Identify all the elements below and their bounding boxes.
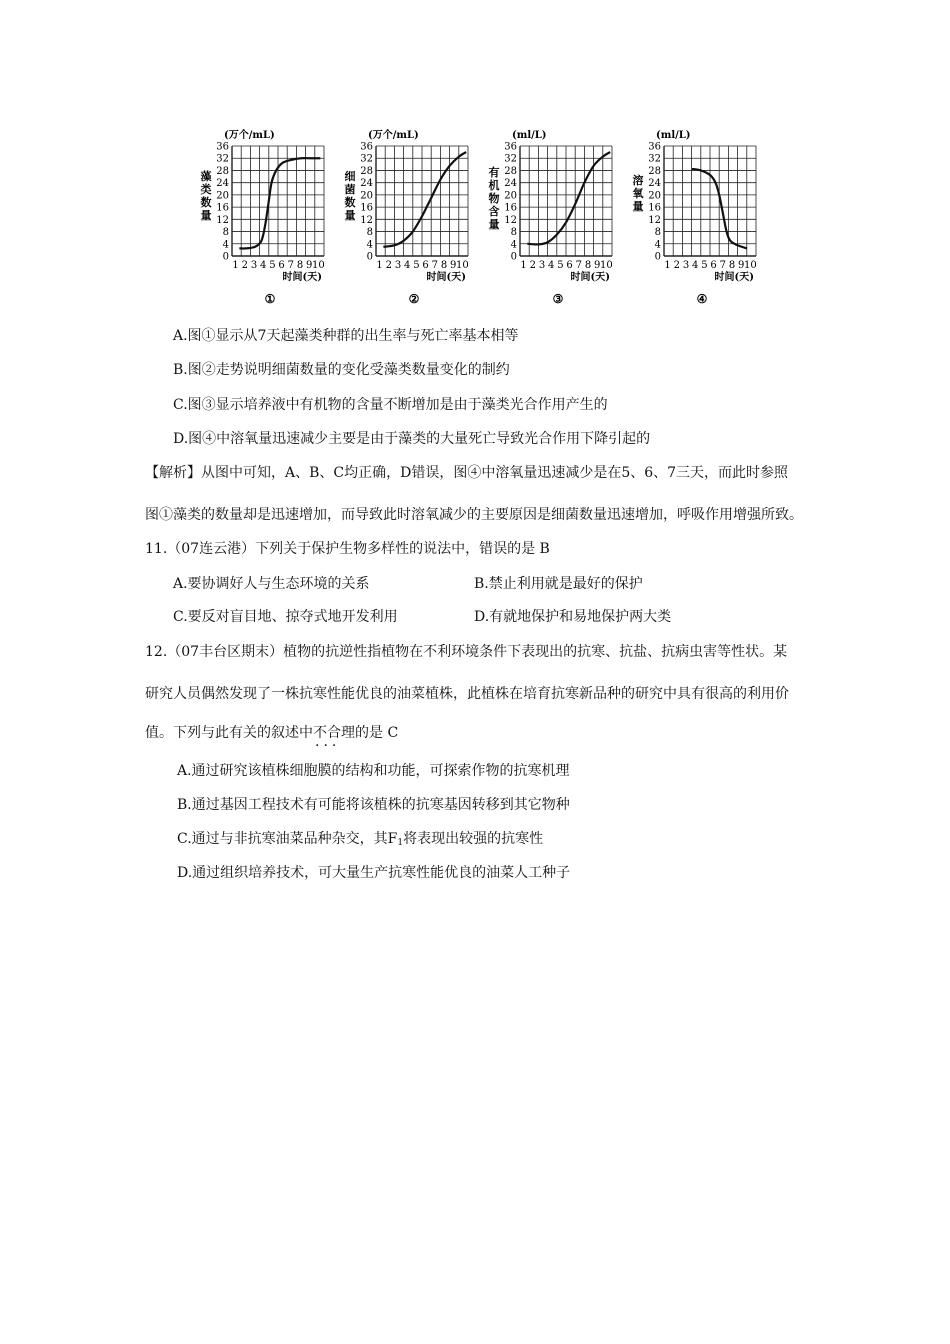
chart-3-ytick: 0	[510, 251, 517, 263]
chart-3-xtick: 4	[548, 260, 555, 271]
chart-1-xlabel: 时间(天)	[282, 272, 322, 283]
chart-3-unit-label: (ml/L)	[512, 130, 547, 141]
chart-1-ylabel-char: 藻	[200, 170, 212, 183]
chart-2-ylabel-char: 量	[344, 209, 356, 222]
chart-1	[196, 124, 344, 309]
chart-3-xtick: 7	[575, 260, 582, 271]
chart-3-ytick: 12	[504, 214, 517, 226]
chart-1-ytick: 8	[222, 227, 229, 239]
q10-option-b: B.图②走势说明细菌数量的变化受藻类数量变化的制约	[173, 362, 510, 378]
q11-option-d: D.有就地保护和易地保护两大类	[474, 609, 672, 625]
chart-4-xtick: 5	[701, 260, 708, 271]
chart-3-svg	[484, 124, 632, 309]
chart-1-xtick: 6	[278, 260, 285, 271]
q11-option-c: C.要反对盲目地、掠夺式地开发利用	[173, 609, 398, 625]
chart-3-caption: ③	[552, 292, 564, 306]
chart-4-xtick: 8	[728, 260, 736, 271]
chart-4-xtick: 6	[710, 260, 717, 271]
chart-3-xtick: 6	[566, 260, 573, 271]
q10-option-c: C.图③显示培养液中有机物的含量不断增加是由于藻类光合作用产生的	[173, 397, 608, 413]
q12-stem-post: 的是 C	[355, 725, 399, 741]
chart-2	[340, 124, 488, 309]
chart-1-ytick: 36	[216, 141, 229, 153]
chart-1-xtick: 7	[287, 260, 294, 271]
chart-3-xlabel: 时间(天)	[570, 272, 610, 283]
chart-3-ytick: 36	[504, 141, 517, 153]
q11-option-a: A.要协调好人与生态环境的关系	[173, 576, 370, 592]
chart-1-xtick: 3	[250, 260, 258, 271]
chart-2-ytick: 36	[360, 141, 373, 153]
chart-2-ytick: 0	[366, 251, 373, 263]
chart-4-ytick: 36	[648, 141, 661, 153]
q12-option-a: A.通过研究该植株细胞膜的结构和功能，可探索作物的抗寒机理	[177, 763, 570, 779]
chart-4-ytick: 12	[648, 214, 661, 226]
chart-1-xtick: 10	[312, 260, 325, 271]
chart-2-xtick: 6	[422, 260, 429, 271]
chart-3-xtick: 3	[538, 260, 546, 271]
chart-1-ytick: 4	[222, 239, 229, 251]
chart-3-xtick: 8	[584, 260, 592, 271]
chart-4-xtick: 7	[719, 260, 726, 271]
chart-1-caption: ①	[264, 292, 276, 306]
q12-option-d: D.通过组织培养技术，可大量生产抗寒性能优良的油菜人工种子	[177, 865, 571, 881]
chart-1-ylabel-char: 类	[200, 183, 212, 196]
chart-1-ylabel-char: 数	[200, 196, 212, 209]
chart-1-ytick: 28	[216, 165, 229, 177]
chart-1-ytick: 24	[216, 178, 229, 190]
chart-4-ytick: 4	[654, 239, 661, 251]
chart-1-ytick: 12	[216, 214, 229, 226]
chart-3-ytick: 24	[504, 178, 517, 190]
chart-4-ylabel-char: 量	[632, 200, 644, 213]
chart-1-svg	[196, 124, 344, 309]
chart-4-ytick: 24	[648, 178, 661, 190]
chart-2-ylabel-char: 菌	[344, 183, 356, 196]
chart-3-ylabel-char: 含	[488, 205, 500, 218]
chart-3-ytick: 28	[504, 165, 517, 177]
chart-3-xtick: 1	[520, 260, 527, 271]
chart-1-ytick: 20	[216, 190, 229, 202]
q12-stem-line-3	[145, 724, 398, 742]
chart-3-ylabel-char: 有	[488, 166, 500, 179]
chart-4-xtick: 3	[682, 260, 690, 271]
chart-3-ytick: 4	[510, 239, 517, 251]
chart-1-unit-label: (万个/mL)	[224, 130, 275, 141]
chart-3-series-line	[527, 152, 610, 244]
q12-emphasis: 不合理 ···	[313, 725, 355, 741]
chart-4-ytick: 8	[654, 227, 661, 239]
q12-option-c-sub: 1	[397, 838, 404, 848]
chart-4	[628, 124, 776, 309]
chart-2-xtick: 10	[456, 260, 469, 271]
chart-2-xtick: 9	[450, 260, 457, 271]
chart-2-ytick: 16	[360, 202, 373, 214]
chart-3-ylabel-char: 机	[488, 179, 500, 192]
chart-1-xtick: 2	[241, 260, 248, 271]
chart-4-ytick: 32	[648, 153, 661, 165]
chart-2-xtick: 4	[404, 260, 411, 271]
chart-3	[484, 124, 632, 309]
chart-4-caption: ④	[696, 292, 708, 306]
chart-2-xtick: 1	[376, 260, 383, 271]
chart-4-xtick: 10	[744, 260, 757, 271]
chart-2-ytick: 20	[360, 190, 373, 202]
chart-3-ytick: 32	[504, 153, 517, 165]
chart-2-ytick: 8	[366, 227, 373, 239]
chart-3-xtick: 10	[600, 260, 613, 271]
chart-4-xtick: 2	[673, 260, 680, 271]
chart-1-ytick: 32	[216, 153, 229, 165]
chart-2-xtick: 2	[385, 260, 392, 271]
chart-1-xtick: 5	[269, 260, 276, 271]
q12-option-c-post: 将表现出较强的抗寒性	[403, 831, 544, 847]
chart-4-xlabel: 时间(天)	[714, 272, 754, 283]
chart-1-ytick: 16	[216, 202, 229, 214]
chart-2-ylabel-char: 数	[344, 196, 356, 209]
chart-4-ytick: 28	[648, 165, 661, 177]
chart-2-ytick: 28	[360, 165, 373, 177]
figure-charts	[196, 124, 776, 309]
chart-2-xlabel: 时间(天)	[426, 272, 466, 283]
chart-2-svg	[340, 124, 488, 309]
chart-3-xtick: 5	[557, 260, 564, 271]
q12-option-b: B.通过基因工程技术有可能将该植株的抗寒基因转移到其它物种	[177, 797, 570, 813]
chart-1-xtick: 9	[306, 260, 313, 271]
chart-3-ytick: 8	[510, 227, 517, 239]
chart-4-ytick: 20	[648, 190, 661, 202]
q10-option-a: A.图①显示从7天起藻类种群的出生率与死亡率基本相等	[173, 328, 519, 344]
q12-option-c	[177, 830, 543, 852]
chart-4-xtick: 4	[692, 260, 699, 271]
chart-2-ytick: 32	[360, 153, 373, 165]
chart-1-xtick: 8	[296, 260, 304, 271]
chart-4-ylabel-char: 氧	[632, 187, 644, 200]
chart-3-ylabel-char: 量	[488, 218, 500, 231]
chart-3-ytick: 16	[504, 202, 517, 214]
chart-2-caption: ②	[408, 292, 420, 306]
chart-1-xtick: 1	[232, 260, 239, 271]
chart-1-series-line	[239, 158, 320, 248]
chart-4-unit-label: (ml/L)	[656, 130, 691, 141]
chart-2-ytick: 12	[360, 214, 373, 226]
chart-3-xtick: 9	[594, 260, 601, 271]
chart-4-ytick: 16	[648, 202, 661, 214]
q11-stem: 11.（07连云港）下列关于保护生物多样性的说法中，错误的是 B	[145, 541, 550, 557]
chart-4-ylabel-char: 溶	[632, 174, 644, 187]
analysis-line-1: 【解析】从图中可知，A、B、C均正确，D错误，图④中溶氧量迅速减少是在5、6、7三天，而此时参照	[145, 465, 789, 481]
chart-3-xtick: 2	[529, 260, 536, 271]
q11-option-b: B.禁止利用就是最好的保护	[474, 576, 643, 592]
q12-option-c-pre: C.通过与非抗寒油菜品种杂交，其F	[177, 831, 398, 847]
chart-1-ylabel-char: 量	[200, 209, 212, 222]
chart-2-xtick: 3	[394, 260, 402, 271]
chart-1-ytick: 0	[222, 251, 229, 263]
q12-stem-line-2: 研究人员偶然发现了一株抗寒性能优良的油菜植株，此植株在培育抗寒新品种的研究中具有很高的利用价	[145, 686, 789, 702]
chart-2-xtick: 7	[431, 260, 438, 271]
chart-2-series-line	[383, 152, 466, 247]
chart-4-ytick: 0	[654, 251, 661, 263]
q12-stem-line-1: 12.（07丰台区期末）植物的抗逆性指植物在不利环境条件下表现出的抗寒、抗盐、抗病虫害等性状。某	[145, 644, 788, 660]
q10-option-d: D.图④中溶氧量迅速减少主要是由于藻类的大量死亡导致光合作用下降引起的	[173, 431, 651, 447]
chart-3-ytick: 20	[504, 190, 517, 202]
chart-2-unit-label: (万个/mL)	[368, 130, 419, 141]
chart-2-ylabel-char: 细	[344, 170, 356, 183]
chart-1-xtick: 4	[260, 260, 267, 271]
chart-2-ytick: 24	[360, 178, 373, 190]
chart-4-xtick: 9	[738, 260, 745, 271]
chart-2-xtick: 5	[413, 260, 420, 271]
chart-2-ytick: 4	[366, 239, 373, 251]
chart-2-xtick: 8	[440, 260, 448, 271]
analysis-line-2: 图①藻类的数量却是迅速增加，而导致此时溶氧减少的主要原因是细菌数量迅速增加，呼吸作用增强所致。	[145, 507, 803, 523]
chart-4-svg	[628, 124, 776, 309]
chart-3-ylabel-char: 物	[488, 192, 500, 205]
q12-stem-pre: 值。下列与此有关的叙述中	[145, 725, 313, 741]
chart-4-xtick: 1	[664, 260, 671, 271]
